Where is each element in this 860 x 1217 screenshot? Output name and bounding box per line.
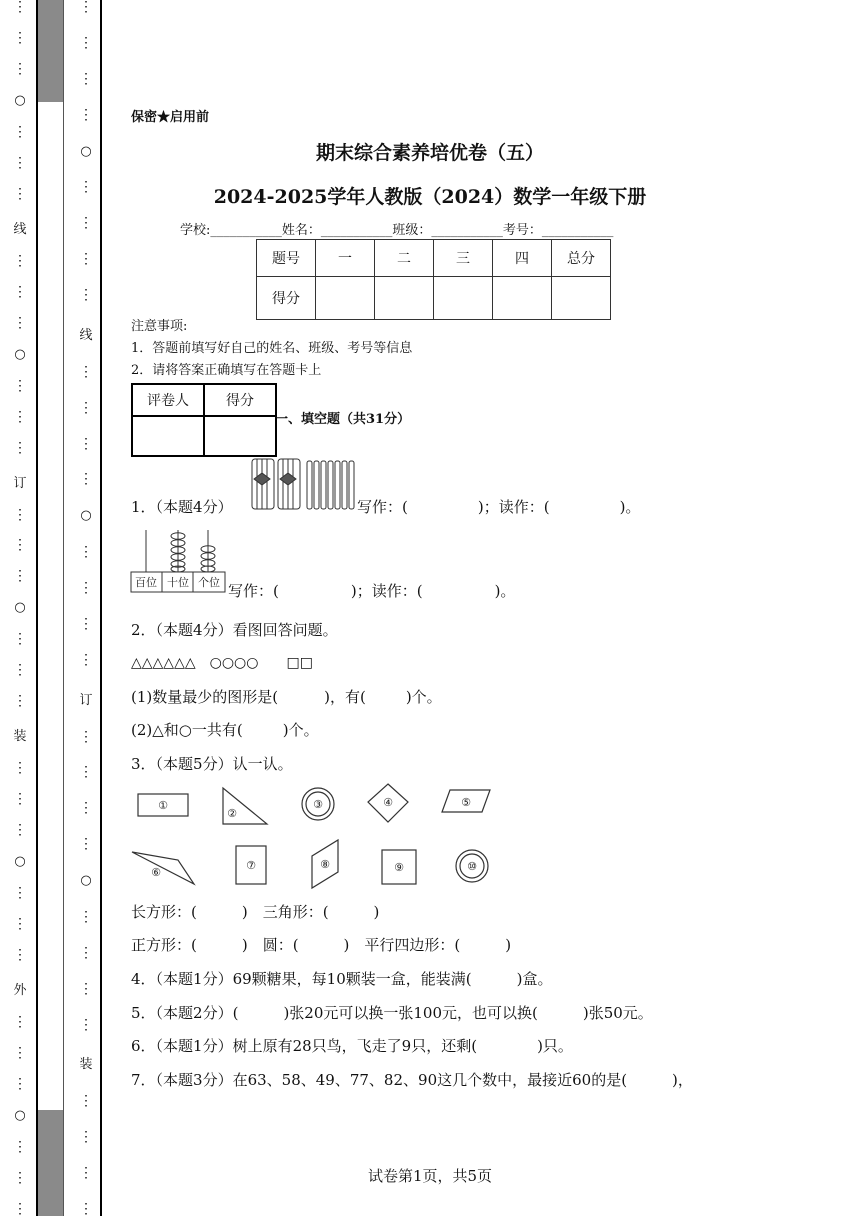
score-header-cell: 一 <box>316 240 375 277</box>
score-table <box>256 239 611 320</box>
grader-score-header: 得分 <box>204 384 276 416</box>
score-header-cell: 二 <box>375 240 434 277</box>
margin-dots: ⋮ <box>79 179 93 196</box>
margin-dots: ⋮ <box>79 0 93 15</box>
margin-dots: ⋮ <box>13 60 27 77</box>
bundle-1 <box>252 459 274 509</box>
shape-number: ① <box>158 799 168 812</box>
margin-dots: ⋮ <box>79 70 93 87</box>
read-label: )；读作：( <box>350 582 423 600</box>
margin-dots: ⋮ <box>79 728 93 745</box>
score-cell[interactable] <box>375 277 434 320</box>
grader-table <box>131 383 277 457</box>
margin-dots: ⋮ <box>13 283 27 300</box>
score-table-score-row <box>257 277 611 320</box>
secret-label: 保密★启用前 <box>131 110 210 125</box>
margin-dots: ⋮ <box>13 252 27 269</box>
abacus-label-hundreds: 百位 <box>135 576 157 589</box>
margin-dots: ⋮ <box>79 399 93 416</box>
notes-title: 注意事项: <box>131 319 188 334</box>
score-header-cell: 总分 <box>552 240 611 277</box>
margin-dots: ⋮ <box>13 693 27 710</box>
margin-dots: ⋮ <box>79 580 93 596</box>
margin-label: ○ <box>14 1107 26 1123</box>
margin-dots: ⋮ <box>79 908 93 925</box>
margin-label: 外 <box>13 983 27 999</box>
page-footer: 试卷第1页，共5页 <box>367 1167 493 1185</box>
student-info-line: 学校:___________姓名：___________班级：___________考号：___________ <box>180 223 614 238</box>
margin-dots: ⋮ <box>13 185 27 202</box>
sub-text: (2)△和○一共有( <box>131 721 243 739</box>
margin-dots: ⋮ <box>79 836 93 853</box>
loose-sticks <box>307 461 354 509</box>
margin-label: 线 <box>13 221 27 237</box>
shape-6-triangle <box>132 852 194 884</box>
margin-label: ○ <box>14 854 26 870</box>
margin-dots: ⋮ <box>13 822 27 839</box>
exam-title: 期末综合素养培优卷（五） <box>315 142 544 164</box>
question-7: 7．（本题3分）在63、58、49、77、82、90这几个数中，最接近60的是( )， <box>131 1071 693 1089</box>
margin-label: ○ <box>14 600 26 616</box>
grader-score-cell[interactable] <box>204 416 276 456</box>
question-6: 6．（本题1分）树上原有28只鸟，飞走了9只，还剩( )只。 <box>131 1037 573 1055</box>
sub-text: (1)数量最少的图形是( <box>131 688 279 706</box>
margin-label: 装 <box>79 1057 93 1073</box>
margin-dots: ⋮ <box>13 947 27 964</box>
score-table-header-row <box>257 240 611 277</box>
shape-number: ③ <box>313 798 323 811</box>
question-1-line-1 <box>357 496 640 517</box>
question-1-line-2 <box>228 580 515 601</box>
margin-dots: ⋮ <box>13 1138 27 1155</box>
shape-number: ⑧ <box>320 858 330 871</box>
margin-label: ○ <box>14 346 26 362</box>
question-5: 5．（本题2分）( )张20元可以换一张100元，也可以换( )张50元。 <box>131 1004 653 1022</box>
margin-dots: ⋮ <box>79 215 93 232</box>
shapes-figure <box>126 782 506 894</box>
margin-label: ○ <box>14 92 26 108</box>
margin-dots: ⋮ <box>79 34 93 51</box>
shape-number: ⑨ <box>394 861 404 874</box>
question-3-line-1: 长方形：( ) 三角形：( ) <box>131 903 380 921</box>
question-1-prefix: 1．（本题4分） <box>131 498 233 516</box>
shape-number: ⑤ <box>461 796 471 809</box>
margin-dots: ⋮ <box>13 439 27 456</box>
shape-number: ⑥ <box>151 866 161 879</box>
question-2-shapes: △△△△△△ ○○○○ □□ <box>131 655 313 671</box>
notes-item: 2．请将答案正确填写在答题卡上 <box>131 363 322 378</box>
margin-dots: ⋮ <box>13 377 27 394</box>
margin-gray-band-bottom <box>37 1110 63 1216</box>
margin-label: 线 <box>79 327 93 343</box>
write-label: 写作：( <box>228 582 279 600</box>
margin-dots: ⋮ <box>13 1075 27 1092</box>
shape-number: ⑩ <box>467 860 477 873</box>
margin-dots: ⋮ <box>79 106 93 123</box>
margin-label: ○ <box>80 143 92 159</box>
notes-item: 1．答题前填写好自己的姓名、班级、考号等信息 <box>131 341 413 356</box>
read-label: )；读作：( <box>477 498 550 516</box>
margin-dots: ⋮ <box>79 1200 93 1217</box>
close-paren: )。 <box>619 498 641 516</box>
shape-number: ② <box>227 807 237 820</box>
margin-dots: ⋮ <box>13 1200 27 1217</box>
margin-dots: ⋮ <box>13 568 27 585</box>
notes <box>131 316 412 382</box>
margin-dots: ⋮ <box>13 408 27 425</box>
score-cell[interactable] <box>434 277 493 320</box>
margin-dots: ⋮ <box>13 29 27 46</box>
margin-dots: ⋮ <box>79 1016 93 1033</box>
margin-dots: ⋮ <box>79 1129 93 1146</box>
margin-dots: ⋮ <box>79 363 93 380</box>
margin-dots: ⋮ <box>13 0 27 15</box>
margin-dots: ⋮ <box>13 916 27 933</box>
question-2: 2．（本题4分）看图回答问题。 <box>131 621 338 639</box>
bundle-2 <box>278 459 300 509</box>
margin-label: 订 <box>79 692 93 708</box>
question-2-sub-1 <box>131 686 442 707</box>
score-cell[interactable] <box>552 277 611 320</box>
margin-dots: ⋮ <box>13 506 27 523</box>
grader-header: 评卷人 <box>132 384 204 416</box>
margin-dots: ⋮ <box>79 980 93 997</box>
margin-dots: ⋮ <box>13 791 27 808</box>
margin-dots: ⋮ <box>13 1014 27 1030</box>
margin-dots: ⋮ <box>79 251 93 268</box>
margin-dots: ⋮ <box>13 314 27 331</box>
margin-dots: ⋮ <box>79 435 93 452</box>
close-paren: )。 <box>494 582 516 600</box>
margin-dots: ⋮ <box>13 631 27 648</box>
margin-dots: ⋮ <box>13 662 27 679</box>
margin-dots: ⋮ <box>79 651 93 668</box>
score-header-cell: 题号 <box>257 240 316 277</box>
question-2-sub-2 <box>131 719 319 740</box>
sub-text: )个。 <box>282 721 319 739</box>
score-header-cell: 三 <box>434 240 493 277</box>
exam-subtitle: 2024-2025学年人教版（2024）数学一年级下册 <box>213 186 647 208</box>
margin-dots: ⋮ <box>13 1169 27 1186</box>
margin-dots: ⋮ <box>13 1044 27 1061</box>
margin-dots: ⋮ <box>79 764 93 781</box>
margin-label: 装 <box>13 729 27 745</box>
margin-dots: ⋮ <box>13 885 27 902</box>
margin-dots: ⋮ <box>79 944 93 961</box>
section-title: 一、填空题（共31分） <box>275 412 411 427</box>
margin-dots: ⋮ <box>79 800 93 817</box>
shape-number: ⑦ <box>246 859 256 872</box>
margin-label: 订 <box>13 475 27 491</box>
abacus-image <box>130 528 226 594</box>
score-row-label: 得分 <box>257 277 316 320</box>
margin-dots: ⋮ <box>79 1165 93 1181</box>
margin-dots: ⋮ <box>13 760 27 777</box>
abacus-label-tens: 十位 <box>167 576 189 589</box>
abacus-label-ones: 个位 <box>198 576 220 589</box>
margin-label: ○ <box>80 508 92 524</box>
margin-dots: ⋮ <box>13 537 27 554</box>
sub-text: )个。 <box>405 688 442 706</box>
question-3-line-2: 正方形：( ) 圆：( ) 平行四边形：( ) <box>131 936 512 954</box>
margin-dots: ⋮ <box>79 544 93 561</box>
margin-gray-band-top <box>37 0 63 102</box>
stick-bundles-image <box>250 455 358 511</box>
sub-text: )，有( <box>324 688 366 706</box>
margin-dots: ⋮ <box>13 154 27 171</box>
margin-dots: ⋮ <box>79 287 93 303</box>
shape-number: ④ <box>383 796 393 809</box>
grader-cell[interactable] <box>132 416 204 456</box>
question-4: 4．（本题1分）69颗糖果，每10颗装一盒，能装满( )盒。 <box>131 970 553 988</box>
write-label: 写作：( <box>357 498 408 516</box>
margin-dots: ⋮ <box>79 1093 93 1110</box>
margin-dots: ⋮ <box>13 123 27 140</box>
score-cell[interactable] <box>493 277 552 320</box>
score-header-cell: 四 <box>493 240 552 277</box>
question-3: 3．（本题5分）认一认。 <box>131 755 293 773</box>
margin-dots: ⋮ <box>79 471 93 488</box>
margin-label: ○ <box>80 873 92 888</box>
margin-dots: ⋮ <box>79 615 93 632</box>
score-cell[interactable] <box>316 277 375 320</box>
